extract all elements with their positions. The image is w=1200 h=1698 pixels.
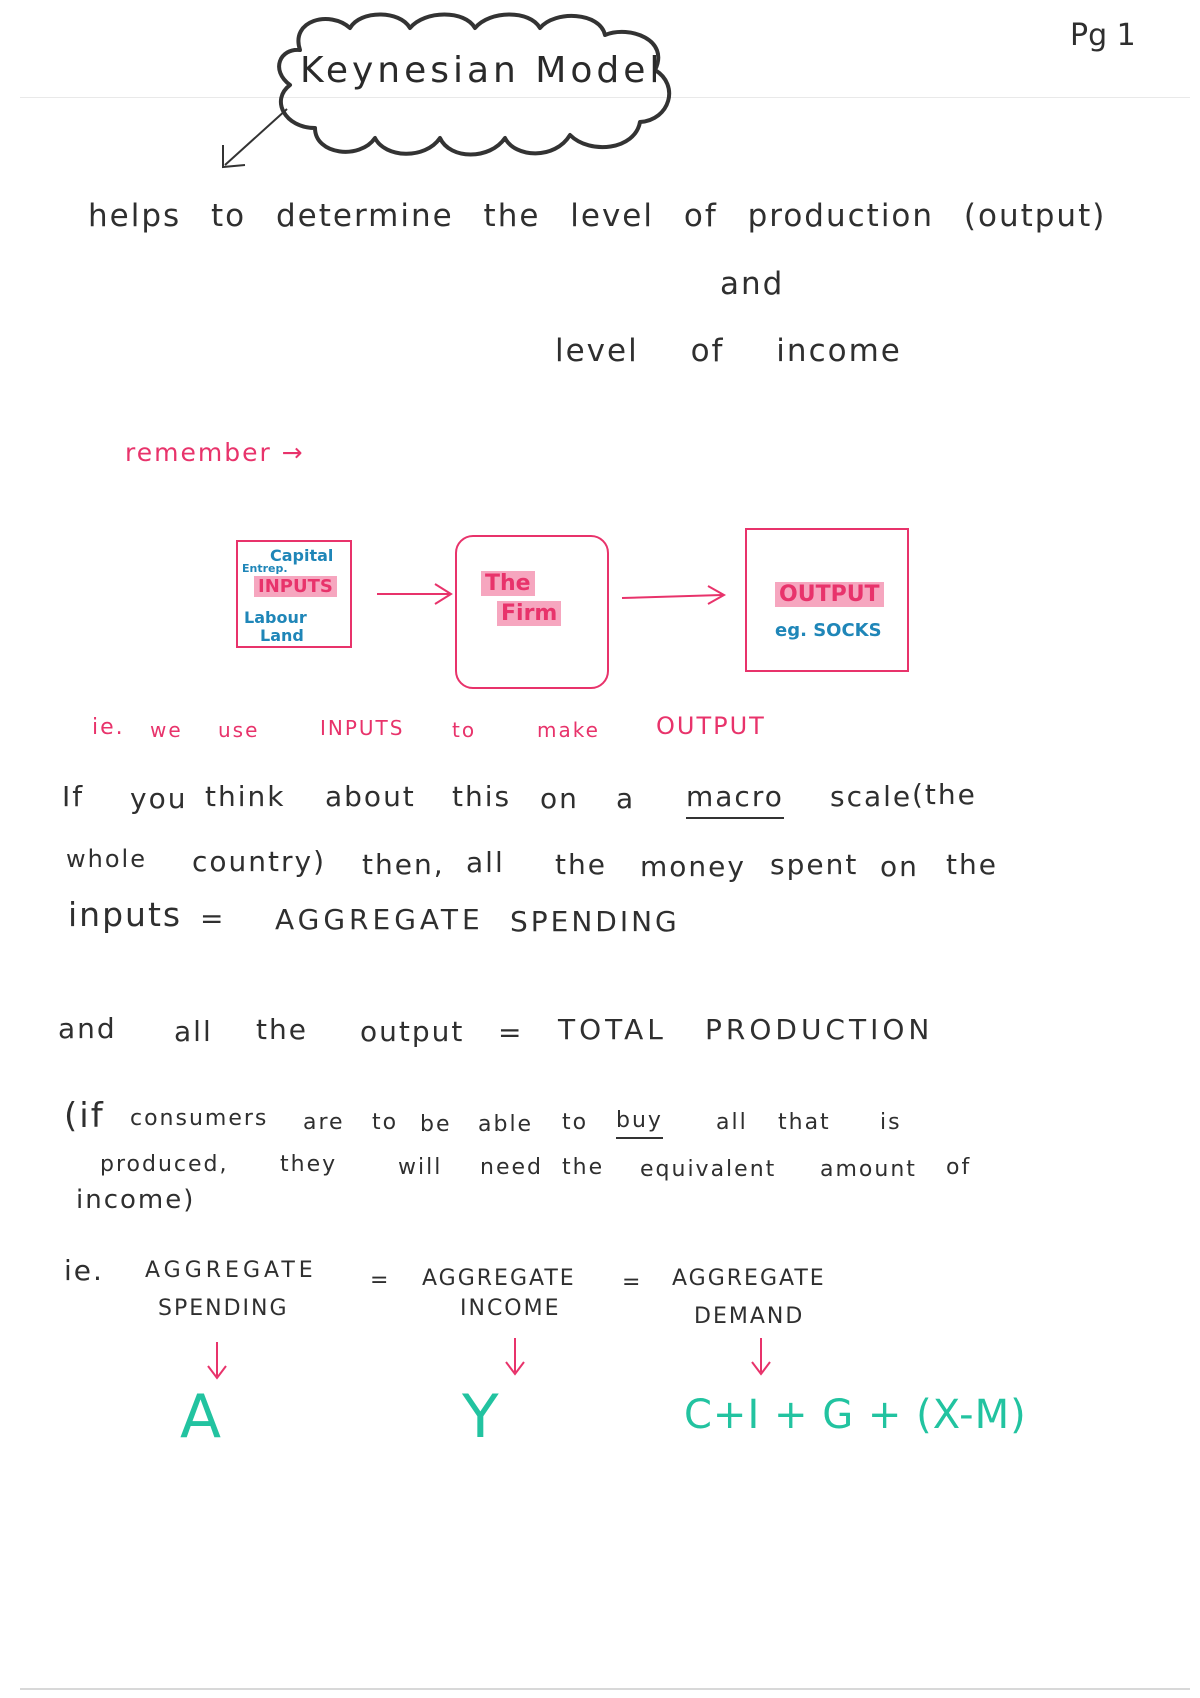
macro-l3-w2: AGGREGATE	[275, 903, 484, 936]
out-w4: =	[498, 1016, 524, 1049]
firm-line-2-wrap	[497, 601, 561, 626]
ie-word-6: OUTPUT	[656, 712, 766, 740]
output-box	[745, 528, 909, 672]
cons-l1-w9: that	[778, 1110, 831, 1135]
firm-line-2: Firm	[497, 601, 561, 626]
intro-line-2: and	[720, 266, 785, 302]
inputs-entrep: Entrep.	[242, 562, 288, 575]
cons-l1-w5: able	[478, 1112, 534, 1137]
out-w5: TOTAL	[558, 1013, 667, 1046]
inputs-labour: Labour	[244, 608, 307, 627]
cons-l1-w10: is	[880, 1110, 902, 1135]
firm-line-1-wrap	[481, 571, 535, 596]
eq-agg-demand-1: AGGREGATE	[672, 1266, 826, 1291]
cons-l2-w6: amount	[820, 1157, 917, 1182]
macro-l2-w0: whole	[66, 845, 147, 873]
arrow-inputs-to-firm-icon	[375, 578, 455, 608]
macro-l2-w1: country)	[192, 845, 327, 878]
remember-label: remember →	[125, 438, 305, 467]
inputs-land: Land	[260, 626, 304, 645]
eq-ie: ie.	[64, 1254, 104, 1287]
ie-word-1: we	[150, 718, 183, 742]
macro-l2-w5: money	[640, 850, 746, 883]
cons-l1-w0: (if	[64, 1096, 105, 1136]
symbol-demand: C+I + G + (X-M)	[684, 1392, 1027, 1438]
cons-l1-w1: consumers	[130, 1106, 269, 1131]
intro-line-3: level of income	[555, 333, 902, 369]
cons-l2-w2: will	[398, 1155, 443, 1180]
cons-l1-w3: to	[372, 1110, 399, 1135]
ie-word-3: INPUTS	[320, 716, 405, 740]
eq-agg-income-1: AGGREGATE	[422, 1266, 576, 1291]
macro-l1-w4: this	[452, 780, 512, 813]
macro-l3-w3: SPENDING	[510, 905, 680, 938]
ie-word-4: to	[452, 718, 477, 742]
firm-box	[455, 535, 609, 689]
output-example: eg. SOCKS	[775, 620, 882, 641]
page-title: Keynesian Model	[300, 50, 664, 91]
cons-l3: income)	[76, 1185, 196, 1215]
out-w0: and	[58, 1012, 117, 1045]
intro-line-1: helps to determine the level of production (output)	[88, 198, 1107, 234]
down-arrow-icon	[202, 1340, 232, 1384]
macro-l2-w3: all	[466, 846, 505, 879]
cloud-arrow-icon	[215, 105, 295, 175]
cons-l1-w2: are	[303, 1110, 345, 1135]
cons-l2-w1: they	[280, 1152, 338, 1177]
macro-l1-w7: macro	[686, 780, 784, 819]
ie-word-5: make	[537, 718, 600, 742]
inputs-box	[236, 540, 352, 648]
macro-l1-w8: scale	[830, 780, 913, 813]
macro-l3-w0: inputs	[68, 895, 183, 934]
eq-agg-spending-1: AGGREGATE	[145, 1258, 317, 1283]
eq-equals-1: =	[370, 1268, 391, 1293]
out-w1: all	[174, 1015, 213, 1048]
eq-agg-spending-2: SPENDING	[158, 1296, 289, 1321]
macro-l2-w7: on	[880, 850, 919, 883]
page-number: Pg 1	[1070, 18, 1136, 53]
eq-agg-demand-2: DEMAND	[694, 1304, 805, 1329]
cons-l1-w8: all	[716, 1110, 748, 1135]
macro-l1-w3: about	[325, 780, 416, 813]
firm-line-1: The	[481, 571, 535, 596]
macro-l2-w6: spent	[770, 848, 859, 881]
macro-l1-w9: (the	[912, 778, 977, 811]
cons-l2-w3: need	[480, 1155, 543, 1180]
cons-l2-w7: of	[946, 1155, 972, 1180]
cons-l2-w5: equivalent	[640, 1157, 777, 1182]
cons-l2-w4: the	[562, 1155, 605, 1180]
output-label: OUTPUT	[775, 582, 884, 607]
macro-l1-w5: on	[540, 782, 579, 815]
macro-l3-w1: =	[200, 902, 226, 935]
ie-word-0: ie.	[92, 715, 125, 740]
inputs-label-wrap	[254, 576, 337, 597]
cons-l1-w6: to	[562, 1110, 589, 1135]
macro-l1-w6: a	[616, 782, 636, 815]
eq-equals-2: =	[622, 1270, 643, 1295]
output-label-wrap	[775, 582, 884, 607]
macro-l1-w1: you	[130, 782, 188, 815]
symbol-y: Y	[462, 1382, 499, 1452]
macro-l2-w8: the	[946, 848, 998, 881]
out-w3: output	[360, 1015, 465, 1048]
page-bottom-rule	[20, 1688, 1190, 1690]
down-arrow-icon	[746, 1336, 776, 1380]
symbol-a: A	[180, 1382, 222, 1452]
out-w2: the	[256, 1013, 308, 1046]
macro-l1-w0: If	[62, 780, 85, 813]
macro-l2-w2: then,	[362, 848, 445, 881]
eq-agg-income-2: INCOME	[460, 1296, 561, 1321]
inputs-capital: Capital	[270, 546, 334, 565]
down-arrow-icon	[500, 1336, 530, 1380]
cons-l2-w0: produced,	[100, 1152, 229, 1177]
arrow-firm-to-output-icon	[620, 582, 730, 612]
inputs-label: INPUTS	[254, 576, 337, 597]
out-w6: PRODUCTION	[705, 1013, 934, 1046]
macro-l2-w4: the	[555, 848, 607, 881]
ie-word-2: use	[218, 718, 260, 742]
cons-l1-w4: be	[420, 1112, 452, 1137]
cons-l1-w7: buy	[616, 1108, 663, 1139]
macro-l1-w2: think	[205, 780, 286, 813]
